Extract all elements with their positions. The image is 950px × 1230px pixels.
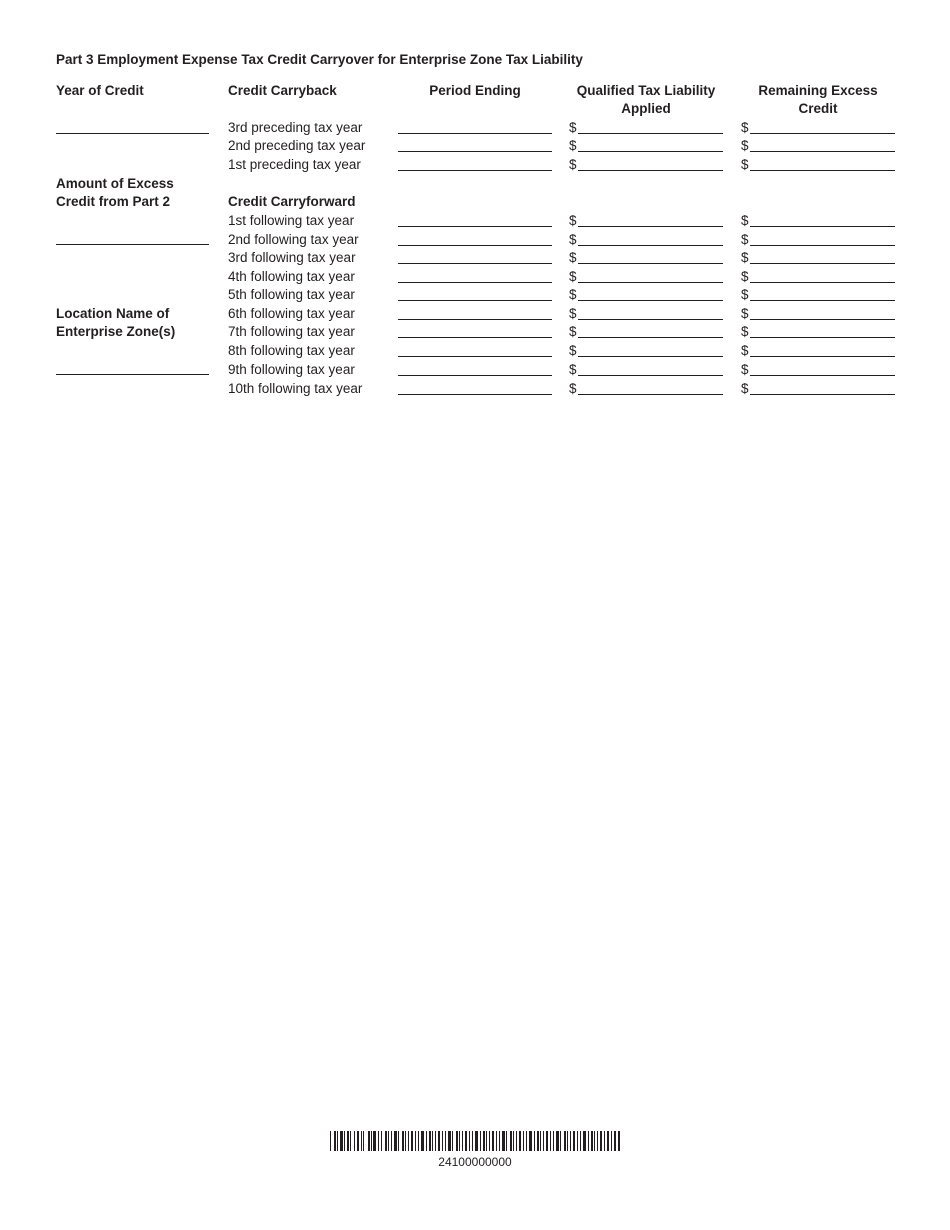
- qualified-liability-field[interactable]: [578, 282, 723, 283]
- row-label: 7th following tax year: [228, 324, 355, 339]
- dollar-sign: $: [569, 250, 577, 265]
- row-label: 3rd preceding tax year: [228, 120, 363, 135]
- header-qualified-line2: Applied: [621, 101, 671, 116]
- dollar-sign: $: [741, 213, 749, 228]
- qualified-liability-field[interactable]: [578, 394, 723, 395]
- remaining-credit-field[interactable]: [750, 282, 895, 283]
- qualified-liability-field[interactable]: [578, 356, 723, 357]
- remaining-credit-field[interactable]: [750, 263, 895, 264]
- barcode: [330, 1131, 620, 1151]
- header-year-of-credit: Year of Credit: [56, 83, 144, 98]
- remaining-credit-field[interactable]: [750, 337, 895, 338]
- dollar-sign: $: [569, 157, 577, 172]
- amount-excess-credit-field[interactable]: [56, 244, 209, 245]
- period-ending-field[interactable]: [398, 375, 552, 376]
- period-ending-field[interactable]: [398, 337, 552, 338]
- qualified-liability-field[interactable]: [578, 245, 723, 246]
- dollar-sign: $: [569, 269, 577, 284]
- year-of-credit-field[interactable]: [56, 133, 209, 134]
- dollar-sign: $: [569, 381, 577, 396]
- period-ending-field[interactable]: [398, 226, 552, 227]
- period-ending-field[interactable]: [398, 282, 552, 283]
- location-name-label-line1: Location Name of: [56, 306, 170, 321]
- qualified-liability-field[interactable]: [578, 133, 723, 134]
- header-qualified-tax-liability: [560, 82, 732, 118]
- dollar-sign: $: [741, 362, 749, 377]
- remaining-credit-field[interactable]: [750, 133, 895, 134]
- row-label: 1st following tax year: [228, 213, 355, 228]
- dollar-sign: $: [741, 381, 749, 396]
- row-label: 6th following tax year: [228, 306, 355, 321]
- dollar-sign: $: [741, 232, 749, 247]
- qualified-liability-field[interactable]: [578, 263, 723, 264]
- dollar-sign: $: [569, 324, 577, 339]
- location-name-label-line2: Enterprise Zone(s): [56, 324, 176, 339]
- row-label: 2nd following tax year: [228, 232, 359, 247]
- header-remaining-line1: Remaining Excess: [758, 83, 878, 98]
- header-period-ending: Period Ending: [429, 83, 521, 98]
- remaining-credit-field[interactable]: [750, 300, 895, 301]
- period-ending-field[interactable]: [398, 356, 552, 357]
- qualified-liability-field[interactable]: [578, 375, 723, 376]
- row-label: 9th following tax year: [228, 362, 355, 377]
- period-ending-field[interactable]: [398, 133, 552, 134]
- dollar-sign: $: [741, 120, 749, 135]
- row-label: 2nd preceding tax year: [228, 138, 366, 153]
- period-ending-field[interactable]: [398, 170, 552, 171]
- part3-title: Part 3 Employment Expense Tax Credit Carryover for Enterprise Zone Tax Liability: [56, 52, 583, 67]
- row-label: 3rd following tax year: [228, 250, 356, 265]
- row-label: 8th following tax year: [228, 343, 355, 358]
- remaining-credit-field[interactable]: [750, 375, 895, 376]
- header-remaining-line2: Credit: [798, 101, 838, 116]
- credit-carryforward-heading: Credit Carryforward: [228, 194, 356, 209]
- remaining-credit-field[interactable]: [750, 394, 895, 395]
- dollar-sign: $: [569, 232, 577, 247]
- row-label: 5th following tax year: [228, 287, 355, 302]
- dollar-sign: $: [741, 343, 749, 358]
- dollar-sign: $: [569, 213, 577, 228]
- remaining-credit-field[interactable]: [750, 356, 895, 357]
- qualified-liability-field[interactable]: [578, 170, 723, 171]
- dollar-sign: $: [741, 324, 749, 339]
- dollar-sign: $: [569, 343, 577, 358]
- remaining-credit-field[interactable]: [750, 319, 895, 320]
- header-credit-carryback: Credit Carryback: [228, 83, 337, 98]
- amount-excess-label-line1: Amount of Excess: [56, 176, 174, 191]
- period-ending-field[interactable]: [398, 300, 552, 301]
- dollar-sign: $: [741, 157, 749, 172]
- qualified-liability-field[interactable]: [578, 151, 723, 152]
- dollar-sign: $: [741, 138, 749, 153]
- remaining-credit-field[interactable]: [750, 226, 895, 227]
- period-ending-field[interactable]: [398, 263, 552, 264]
- period-ending-field[interactable]: [398, 319, 552, 320]
- row-label: 4th following tax year: [228, 269, 355, 284]
- qualified-liability-field[interactable]: [578, 300, 723, 301]
- row-label: 10th following tax year: [228, 381, 363, 396]
- dollar-sign: $: [569, 287, 577, 302]
- remaining-credit-field[interactable]: [750, 170, 895, 171]
- dollar-sign: $: [569, 120, 577, 135]
- dollar-sign: $: [741, 287, 749, 302]
- dollar-sign: $: [741, 250, 749, 265]
- qualified-liability-field[interactable]: [578, 337, 723, 338]
- dollar-sign: $: [741, 269, 749, 284]
- header-remaining-excess-credit: [740, 82, 896, 118]
- dollar-sign: $: [569, 138, 577, 153]
- qualified-liability-field[interactable]: [578, 226, 723, 227]
- dollar-sign: $: [569, 362, 577, 377]
- enterprise-zone-location-field[interactable]: [56, 374, 209, 375]
- remaining-credit-field[interactable]: [750, 151, 895, 152]
- remaining-credit-field[interactable]: [750, 245, 895, 246]
- dollar-sign: $: [741, 306, 749, 321]
- dollar-sign: $: [569, 306, 577, 321]
- amount-excess-label-line2: Credit from Part 2: [56, 194, 171, 209]
- period-ending-field[interactable]: [398, 394, 552, 395]
- period-ending-field[interactable]: [398, 245, 552, 246]
- period-ending-field[interactable]: [398, 151, 552, 152]
- row-label: 1st preceding tax year: [228, 157, 361, 172]
- header-qualified-line1: Qualified Tax Liability: [576, 83, 716, 98]
- qualified-liability-field[interactable]: [578, 319, 723, 320]
- barcode-number: 24100000000: [438, 1155, 512, 1169]
